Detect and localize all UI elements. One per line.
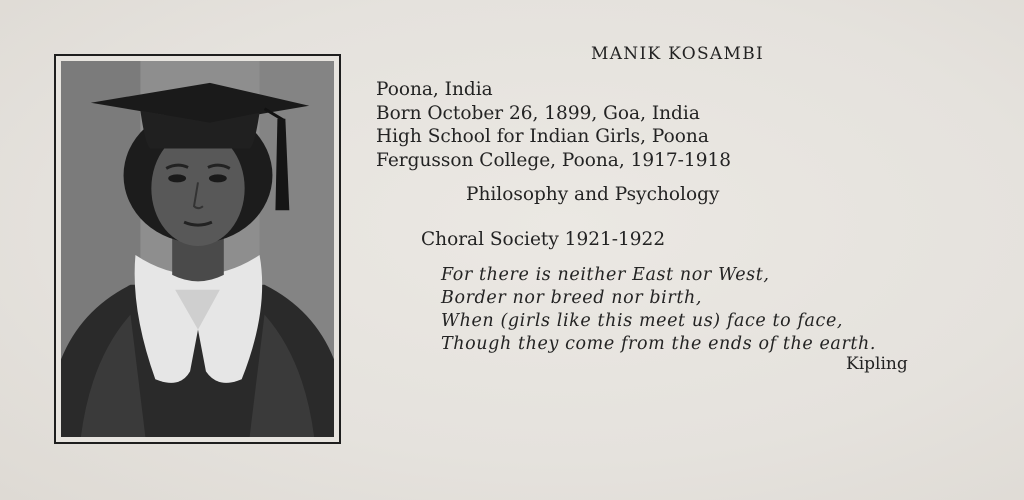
quote-line: When (girls like this meet us) face to face, <box>441 311 844 331</box>
quote-block <box>441 264 876 356</box>
quote-line: For there is neither East nor West, <box>441 265 770 285</box>
quote-line: Though they come from the ends of the earth. <box>441 334 877 354</box>
quote-line: Border nor breed nor birth, <box>441 288 702 308</box>
activities: Choral Society 1921-1922 <box>421 229 666 250</box>
major: Philosophy and Psychology <box>466 184 720 205</box>
student-details <box>376 78 731 172</box>
birth-info: Born October 26, 1899, Goa, India <box>376 102 700 124</box>
high-school: High School for Indian Girls, Poona <box>376 126 709 147</box>
hometown: Poona, India <box>376 79 493 100</box>
portrait-photo <box>61 61 334 437</box>
portrait-illustration <box>61 61 334 437</box>
college: Fergusson College, Poona, 1917-1918 <box>376 149 732 171</box>
quote-author: Kipling <box>846 354 908 374</box>
portrait-frame <box>54 54 341 444</box>
student-name: MANIK KOSAMBI <box>591 44 764 64</box>
